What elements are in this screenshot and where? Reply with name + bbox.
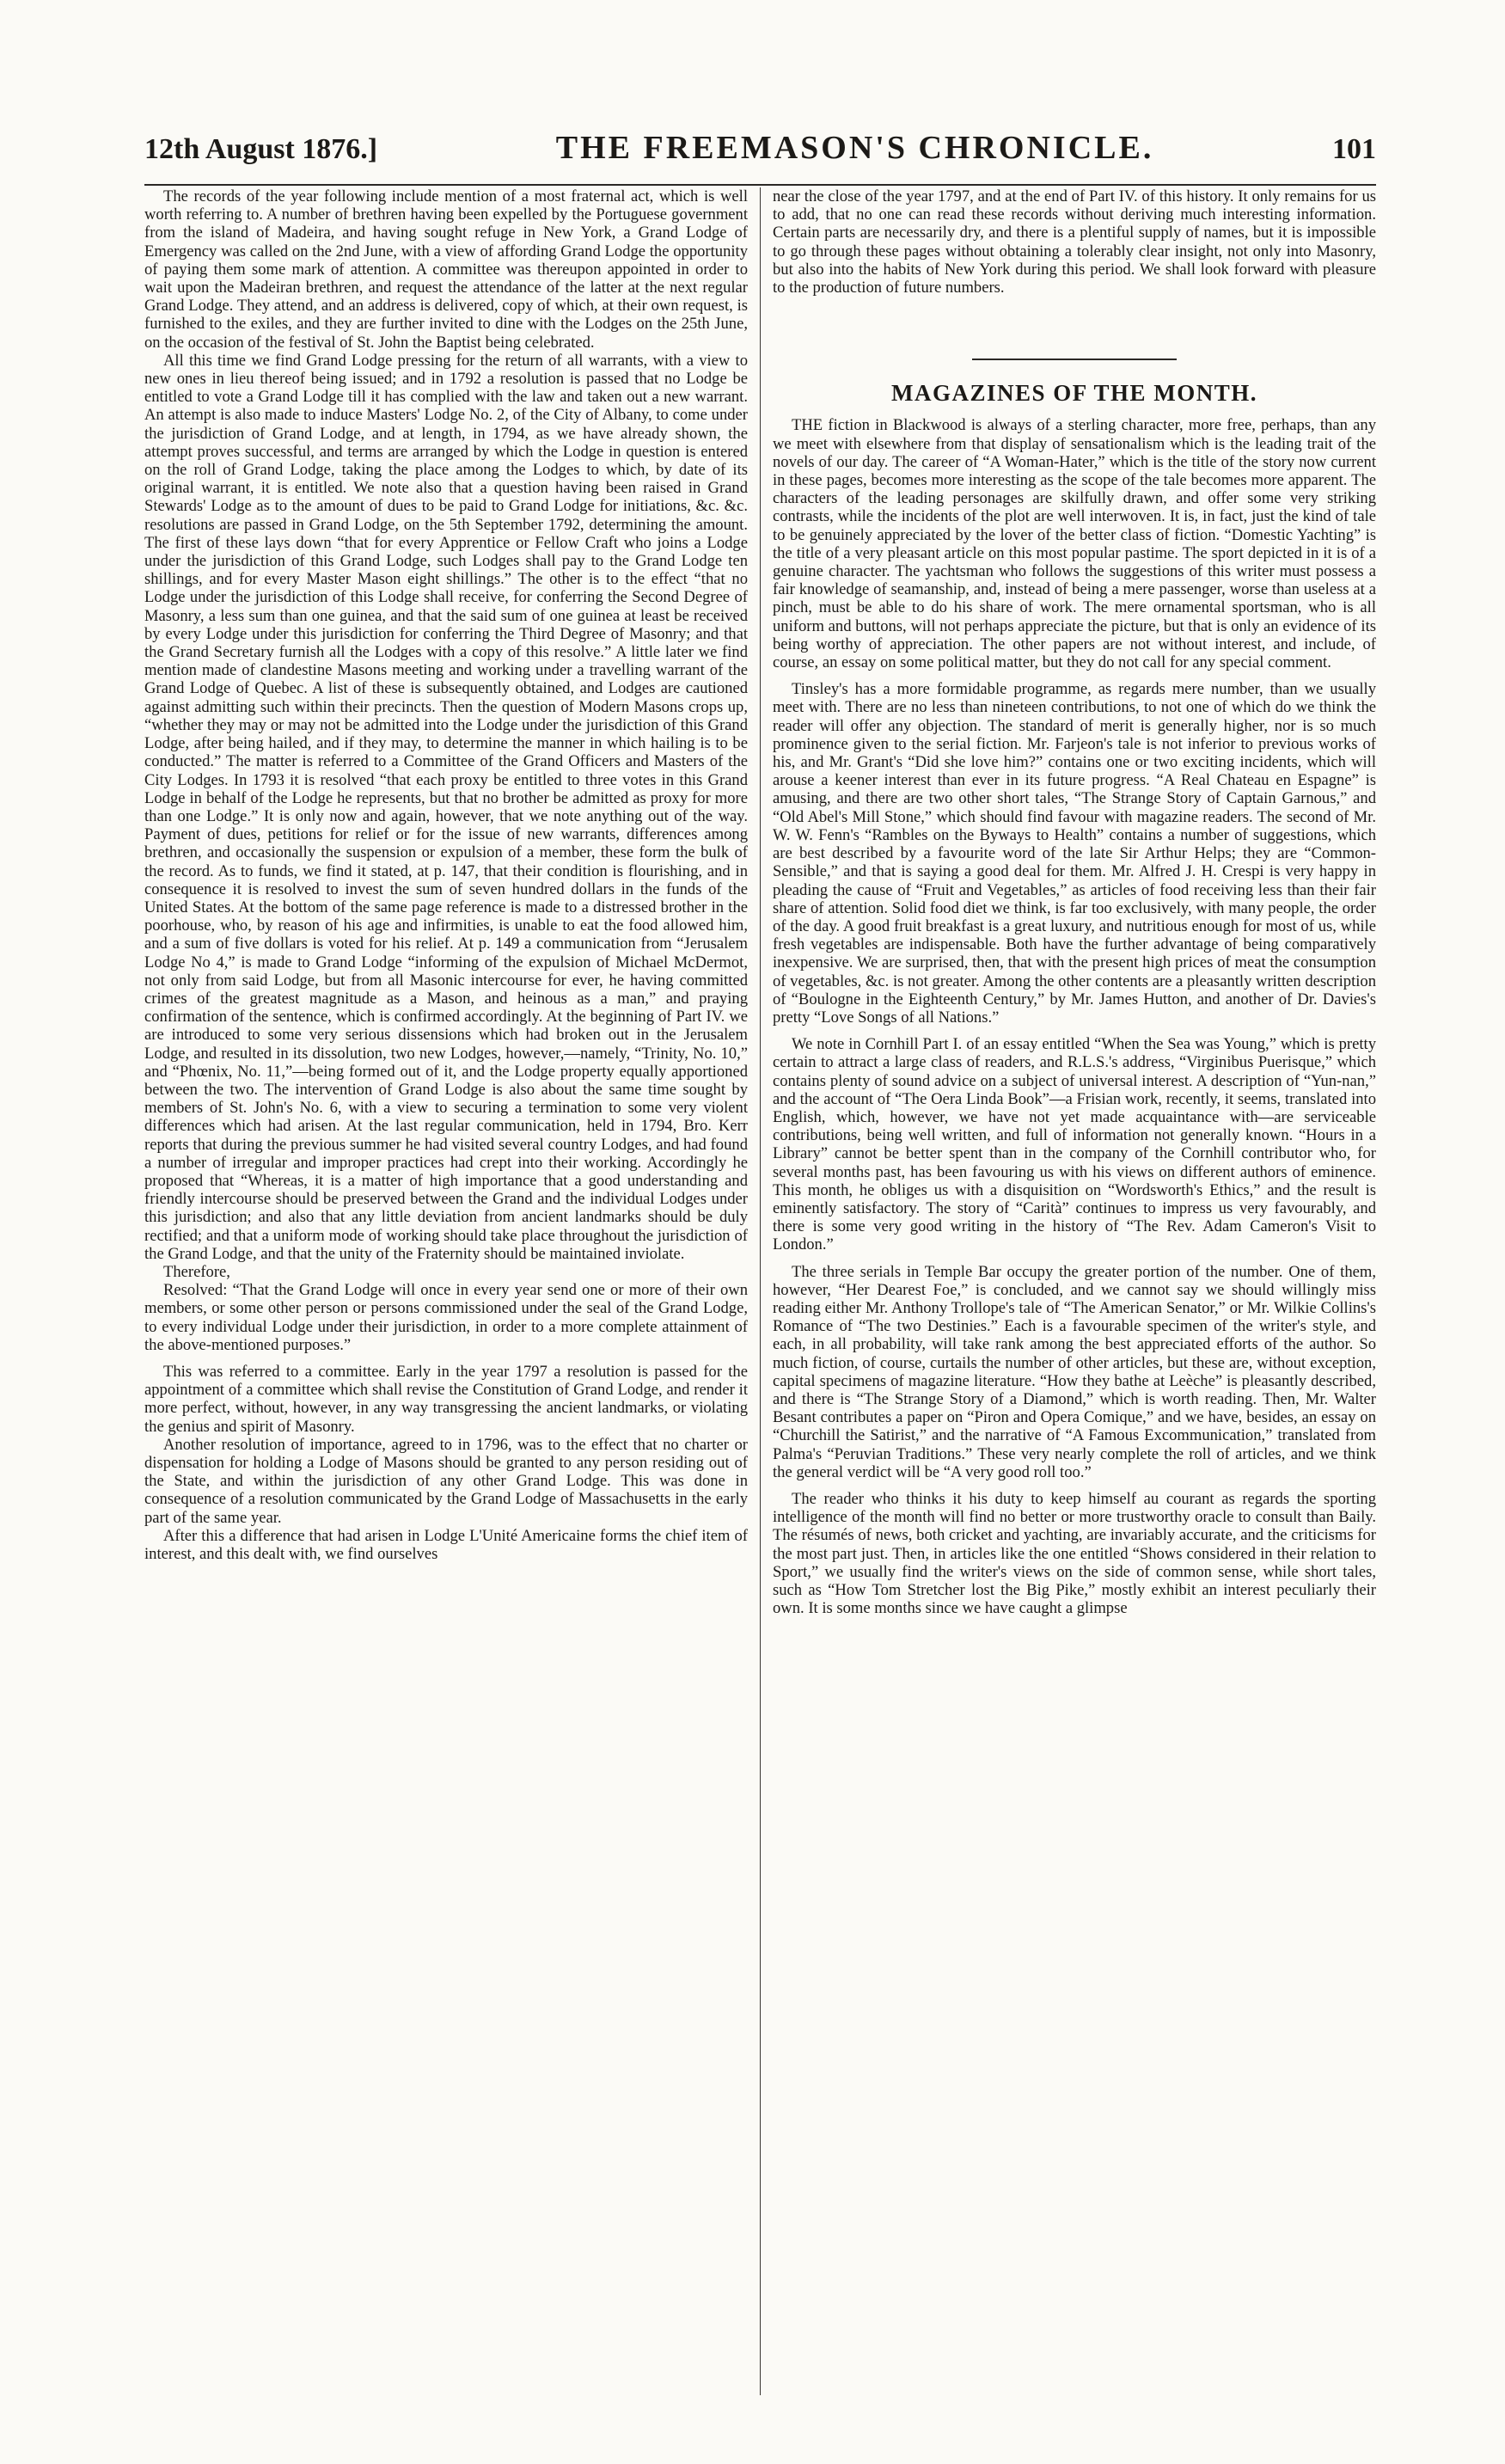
left-column [144,187,760,2395]
article-continuation: near the close of the year 1797, and at the end of Part IV. of this history. It only remains for us to add, that no one can read these records without deriving much interesting information. Certain parts are necessarily dry, and there is a plentiful supply of names, but it is impossible to go through these pages without obtaining a tolerably clear insight, not only into Masonry, but also into the habits of New York during this period. We shall look forward with pleasure to the production of future numbers. [773,187,1376,297]
right-column [761,187,1376,2395]
article-paragraph: All this time we find Grand Lodge pressing for the return of all warrants, with a view to new ones in lieu thereof being issued; and in 1792 a resolution is passed that no Lodge be entitled to vote a Grand Lodge till it has complied with the law and taken out a new warrant. An attempt is also made to induce Masters' Lodge No. 2, of the City of Albany, to come under the jurisdiction of Grand Lodge, and at length, in 1794, as we have already shown, the attempt proves successful, and terms are arranged by which the Lodge in question is entered on the roll of Grand Lodge, taking the place among the Lodges to which, by date of its original warrant, it is entitled. We note also that a question having been raised in Grand Stewards' Lodge as to the amount of dues to be paid to Grand Lodge for initiations, &c. &c. resolutions are passed in Grand Lodge, on the 5th September 1792, determining the amount. The first of these lays down “that for every Apprentice or Fellow Craft who joins a Lodge under the jurisdiction of this Grand Lodge, such Lodges shall pay to the Grand Lodge ten shillings, and for every Master Mason eight shillings.” The other is to the effect “that no Lodge under the jurisdiction of this Lodge shall receive, for conferring the Second Degree of Masonry, a less sum than one guinea, and that the said sum of one guinea at least be received by every Lodge under this jurisdiction for conferring the Third Degree of Masonry; and that the Grand Secretary furnish all the Lodges with a copy of this resolve.” A little later we find mention made of clandestine Masons meeting and working under a travelling warrant of the Grand Lodge of Quebec. A list of these is subsequently obtained, and Lodges are cautioned against admitting such within their precincts. Then the question of Modern Masons crops up, “whether they may or may not be admitted into the Lodge under the jurisdiction of this Grand Lodge, after being hailed, and if they may, to determine the manner in which hailing is to be conducted.” The matter is referred to a Committee of the Grand Officers and Masters of the City Lodges. In 1793 it is resolved “that each proxy be entitled to three votes in this Grand Lodge in behalf of the Lodge he represents, but that no brother be admitted as proxy for more than one Lodge.” It is only now and again, however, that we note anything out of the way. Payment of dues, petitions for relief or for the issue of new warrants, differences among brethren, and occasionally the suspension or expulsion of a member, these form the bulk of the record. As to funds, we find it stated, at p. 147, that their condition is flourishing, and in consequence it is resolved to invest the sum of seven hundred dollars in the funds of the United States. At the bottom of the same page reference is made to a distressed brother in the poorhouse, who, by reason of his age and infirmities, is unable to eat the food allowed him, and a sum of five dollars is voted for his relief. At p. 149 a communication from “Jerusalem Lodge No 4,” is made to Grand Lodge “informing of the expulsion of Michael McDermot, not only from said Lodge, but from all Masonic intercourse for ever, he having committed crimes of the greatest magnitude as a Mason, and heinous as a man,” and praying confirmation of the sentence, which is confirmed accordingly. At the beginning of Part IV. we are introduced to some very serious dissensions which had broken out in the Jerusalem Lodge, and resulted in its dissolution, two new Lodges, however,—namely, “Trinity, No. 10,” and “Phœnix, No. 11,”—being formed out of it, and the Lodge property equally apportioned between the two. The intervention of Grand Lodge is also about the same time sought by members of St. John's No. 6, with a view to securing a termination to some very violent differences which had arisen. At the last regular communication, held in 1794, Bro. Kerr reports that during the previous summer he had visited several country Lodges, and had found a number of irregular and improper practices had crept into their working. Accordingly he proposed that “Whereas, it is a matter of high importance that a good understanding and friendly intercourse should be preserved between the Grand and the individual Lodges under this jurisdiction; and also that any little deviation from ancient landmarks should be duly rectified; and that a uniform mode of working should take place throughout the jurisdiction of the Grand Lodge, and that the unity of the Fraternity should be maintained inviolate. [144,351,748,1263]
section-rule [972,359,1178,360]
article-paragraph: This was referred to a committee. Early in the year 1797 a resolution is passed for the appointment of a committee which shall revise the Constitution of Grand Lodge, and render it more perfect, without, however, in any way transgressing the ancient landmarks, or violating the genius and spirit of Masonry. [144,1363,748,1436]
article-paragraph: Resolved: “That the Grand Lodge will once in every year send one or more of their own members, or some other person or persons commissioned under the seal of the Grand Lodge, to every individual Lodge under their jurisdiction, in order to a more complete attainment of the above-mentioned purposes.” [144,1281,748,1354]
header-rule [144,184,1376,186]
article-paragraph: The records of the year following include mention of a most fraternal act, which is well worth referring to. A number of brethren having been expelled by the Portuguese government from the island of Madeira, and having sought refuge in New York, a Grand Lodge of Emergency was called on the 2nd June, with a view of affording Grand Lodge the opportunity of paying them some mark of attention. A committee was thereupon appointed in order to wait upon the Madeiran brethren, and request the attendance of the latter at the next regular Grand Lodge. They attend, and an address is delivered, copy of which, at their own request, is furnished to the exiles, and they are further invited to dine with the Lodges on the 25th June, on the occasion of the festival of St. John the Baptist being celebrated. [144,187,748,352]
issue-date: 12th August 1876.] [144,133,378,165]
review-paragraph: The reader who thinks it his duty to keep himself au courant as regards the sporting intelligence of the month will find no better or more trustworthy oracle to consult than Baily. The résumés of news, both cricket and yachting, are invariably accurate, and the criticisms for the most part just. Then, in articles like the one entitled “Shows considered in their relation to Sport,” we usually find the writer's views on the side of common sense, while short tales, such as “How Tom Stretcher lost the Big Pike,” mostly exhibit an interest peculiarly their own. It is some months since we have caught a glimpse [773,1490,1376,1618]
article-paragraph: Another resolution of importance, agreed to in 1796, was to the effect that no charter or dispensation for holding a Lodge of Masons should be granted to any person residing out of the State, and within the jurisdiction of any other Grand Lodge. This was done in consequence of a resolution communicated by the Grand Lodge of Massachusetts in the early part of the same year. [144,1435,748,1527]
review-paragraph: The three serials in Temple Bar occupy the greater portion of the number. One of them, however, “Her Dearest Foe,” is concluded, and we cannot say we should willingly miss reading either Mr. Anthony Trollope's tale of “The American Senator,” or Mr. Wilkie Collins's Romance of “The two Destinies.” Each is a favourable specimen of the writer's style, and each, in all probability, will take rank among the best appreciated efforts of the author. So much fiction, of course, curtails the number of other articles, but these are, without exception, capital specimens of magazine literature. “How they bathe at Leèche” is pleasantly described, and there is “The Strange Story of a Diamond,” which is worth reading. Then, Mr. Walter Besant contributes a paper on “Piron and Opera Comique,” and we have, besides, an essay on “Churchill the Satirist,” and the narrative of “A Famous Excommunication,” translated from Palma's “Peruvian Traditions.” These very nearly complete the roll of articles, and we think the general verdict will be “A very good roll too.” [773,1262,1376,1481]
review-paragraph: Tinsley's has a more formidable programme, as regards mere number, than we usually meet with. There are no less than nineteen contributions, to not one of which do we think the reader will offer any objection. The standard of merit is generally higher, nor is so much prominence given to the serial fiction. Mr. Farjeon's tale is not inferior to previous works of his, and Mr. Grant's “Did she love him?” contains one or two exciting incidents, which will arouse a keener interest than ever in its future progress. “A Real Chateau en Espagne” is amusing, and there are two other short tales, “The Strange Story of Captain Garnous,” and “Old Abel's Mill Stone,” which should find favour with magazine readers. The second of Mr. W. W. Fenn's “Rambles on the Byways to Health” contains a number of suggestions, which are best described by a favourite word of the late Sir Arthur Helps; they are “Common-Sensible,” and that is saying a good deal for them. Mr. Alfred J. H. Crespi is very happy in pleading the cause of “Fruit and Vegetables,” as articles of food receiving less than their fair share of attention. Solid food diet we think, is far too exclusively, with many people, the order of the day. A good fruit breakfast is a great luxury, and nutritious enough for most of us, while fresh vegetables are indispensable. Both have the further advantage of being comparatively inexpensive. We are surprised, then, that with the present high prices of meat the consumption of vegetables, &c. is not greater. Among the other contents are a pleasantly written description of “Boulogne in the Eighteenth Century,” by Mr. James Hutton, and another of Dr. Davies's pretty “Love Songs of all Nations.” [773,680,1376,1027]
review-paragraph: We note in Cornhill Part I. of an essay entitled “When the Sea was Young,” which is pretty certain to attract a large class of readers, and R.L.S.'s address, “Virginibus Puerisque,” which contains plenty of sound advice on a subject of universal interest. A description of “Yun-nan,” and the account of “The Oera Linda Book”—a Frisian work, recently, it seems, translated into English, which, however, we have not yet made acquaintance with—are serviceable contributions, being well written, and full of information not generally known. “Hours in a Library” cannot be better spent than in the company of the Cornhill contributor who, for several months past, has been favouring us with his views on different authors of eminence. This month, he obliges us with a disquisition on “Wordsworth's Ethics,” and the result is eminently satisfactory. The story of “Carità” continues to impress us very favourably, and there is some very good writing in the history of “The Rev. Adam Cameron's Visit to London.” [773,1035,1376,1254]
article-paragraph: Therefore, [163,1262,230,1281]
publication-title: THE FREEMASON'S CHRONICLE. [555,130,1154,166]
masthead [144,129,1376,181]
section-heading: MAGAZINES OF THE MONTH. [890,380,1258,407]
review-paragraph: THE fiction in Blackwood is always of a sterling character, more free, perhaps, than any we meet with elsewhere from that display of sensationalism which is the leading trait of the novels of our day. The career of “A Woman-Hater,” which is the title of the story now current in these pages, becomes more interesting as the scope of the tale becomes more apparent. The characters of the leading personages are skilfully drawn, and offer some very striking contrasts, while the incidents of the plot are well interwoven. It is, in fact, just the kind of tale to be genuinely appreciated by the lover of the better class of fiction. “Domestic Yachting” is the title of a very pleasant article on this most popular pastime. The sport depicted in it is of a genuine character. The yachtsman who follows the suggestions of this writer must possess a fair knowledge of seamanship, and, instead of being a mere passenger, worse than useless at a pinch, must be able to do his share of work. The mere ornamental sportsman, who is all uniform and buttons, will not perhaps appreciate the picture, but that is only an evidence of its being worthy of appreciation. The other papers are not without interest, and include, of course, an essay on some political matter, but they do not call for any special comment. [773,416,1376,672]
page-number: 101 [1331,133,1376,165]
text-columns [144,187,1376,2395]
article-paragraph: After this a difference that had arisen in Lodge L'Unité Americaine forms the chief item of interest, and this dealt with, we find ourselves [144,1526,748,1564]
